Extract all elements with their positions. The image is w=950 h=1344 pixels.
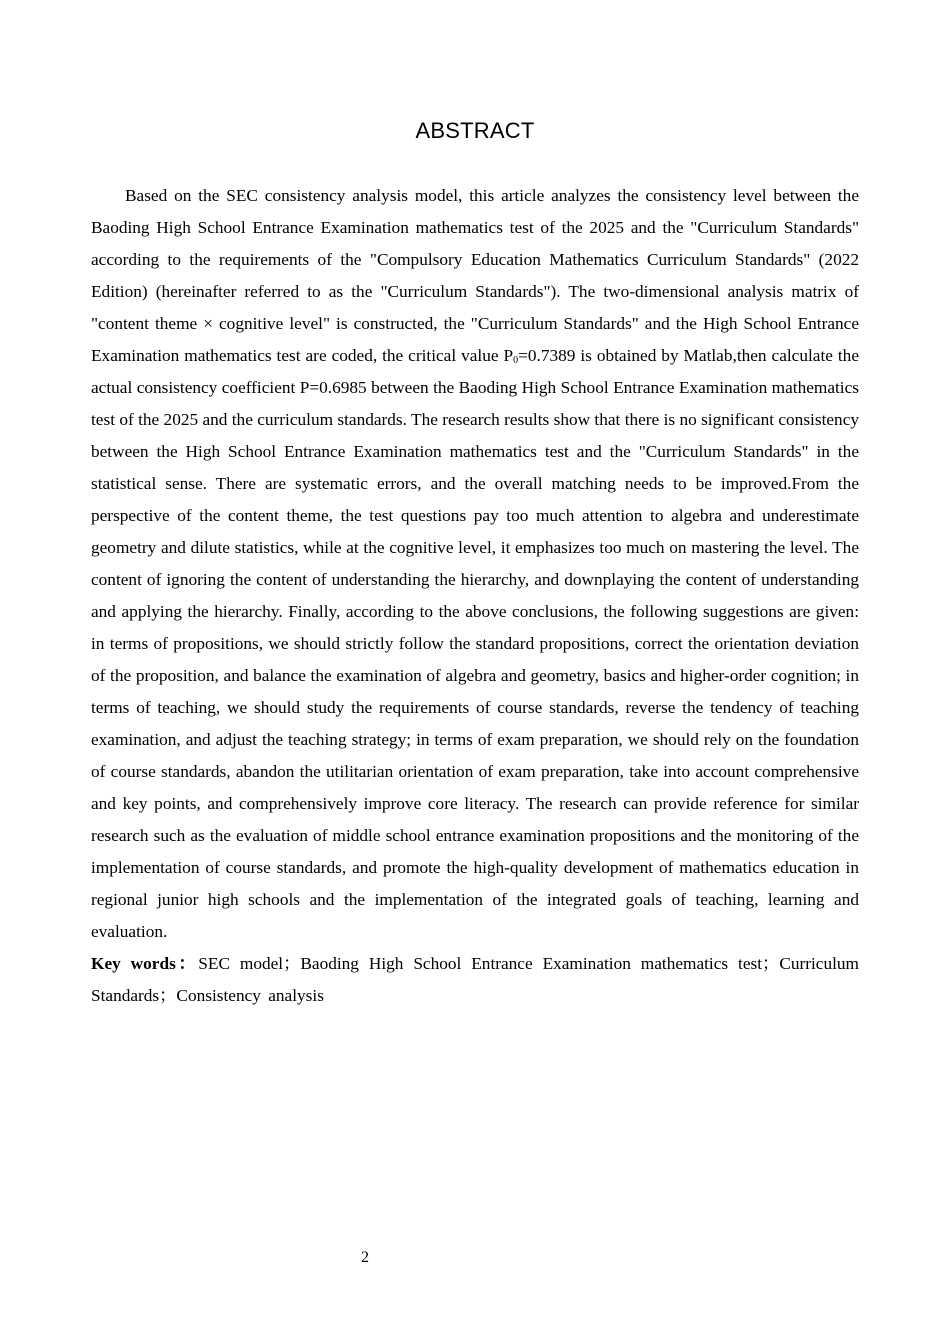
keywords-text: SEC model；Baoding High School Entrance Examination mathematics test；Curriculum Standards；Consistency analysis bbox=[91, 954, 859, 1005]
keywords-line bbox=[91, 948, 859, 1012]
subscript-zero: 0 bbox=[513, 355, 519, 366]
abstract-text-part1: Based on the SEC consistency analysis model, this article analyzes the consistency level between the Baoding High School Entrance Examination mathematics test of the 2025 and the "Curriculum Standards" according to the requirements of the "Compulsory Education Mathematics Curriculum Standards" (2022 Edition) (hereinafter referred to as the "Curriculum Standards"). The two-dimensional analysis matrix of "content theme × cognitive level" is constructed, the "Curriculum Standards" and the High School Entrance Examination mathematics test are coded, the critical value P bbox=[91, 186, 859, 365]
abstract-paragraph bbox=[91, 180, 859, 948]
abstract-text-part2: =0.7389 is obtained by Matlab,then calculate the actual consistency coefficient P=0.6985 between the Baoding High School Entrance Examination mathematics test of the 2025 and the curriculum standards. The research results show that there is no significant consistency between the High School Entrance Examination mathematics test and the "Curriculum Standards" in the statistical sense. There are systematic errors, and the overall matching needs to be improved.From the perspective of the content theme, the test questions pay too much attention to algebra and underestimate geometry and dilute statistics, while at the cognitive level, it emphasizes too much on mastering the level. The content of ignoring the content of understanding the hierarchy, and downplaying the content of understanding and applying the hierarchy. Finally, according to the above conclusions, the following suggestions are given: in terms of propositions, we should strictly follow the standard propositions, correct the orientation deviation of the proposition, and balance the examination of algebra and geometry, basics and higher-order cognition; in terms of teaching, we should study the requirements of course standards, reverse the tendency of teaching examination, and adjust the teaching strategy; in terms of exam preparation, we should rely on the foundation of course standards, abandon the utilitarian orientation of exam preparation, take into account comprehensive and key points, and comprehensively improve core literacy. The research can provide reference for similar research such as the evaluation of middle school entrance examination propositions and the monitoring of the implementation of course standards, and promote the high-quality development of mathematics education in regional junior high schools and the implementation of the integrated goals of teaching, learning and evaluation. bbox=[91, 346, 859, 941]
abstract-heading: ABSTRACT bbox=[415, 118, 535, 143]
keywords-label: Key words： bbox=[91, 954, 199, 973]
page-number: 2 bbox=[361, 1249, 369, 1266]
abstract-body bbox=[91, 180, 859, 1012]
